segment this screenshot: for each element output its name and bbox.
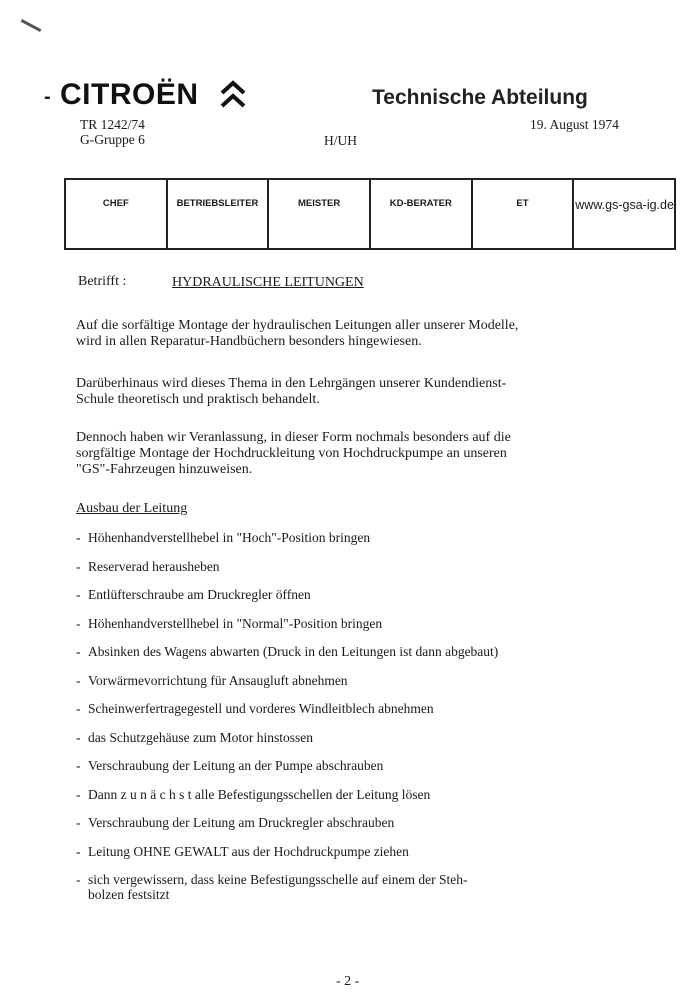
list-item: - Absinken des Wagens abwarten (Druck in den Leitungen ist dann abgebaut) <box>76 644 499 659</box>
paragraph-line: Schule theoretisch und praktisch behandelt. <box>76 392 320 407</box>
list-item: - Entlüfterschraube am Druckregler öffnen <box>76 587 311 602</box>
initials: H/UH <box>324 133 357 148</box>
list-item: - Verschraubung der Leitung am Druckregler abschrauben <box>76 815 395 830</box>
list-item: - Scheinwerfertragegestell und vorderes Windleitblech abnehmen <box>76 701 434 716</box>
document-reference: TR 1242/74 <box>80 117 145 132</box>
removal-steps-list <box>76 530 686 902</box>
paragraph-line: Auf die sorfältige Montage der hydraulischen Leitungen aller unserer Modelle, <box>76 318 519 333</box>
scan-mark <box>21 19 42 32</box>
document-date: 19. August 1974 <box>530 117 619 132</box>
distribution-cell-meister: MEISTER <box>268 179 370 249</box>
citroen-logo: CITROËN <box>60 78 199 111</box>
list-item: - Dann z u n ä c h s t alle Befestigungsschellen der Leitung lösen <box>76 786 431 802</box>
website-url: www.gs-gsa-ig.de <box>573 179 675 249</box>
paragraph-3 <box>76 430 511 478</box>
distribution-cell-betriebsleiter: BETRIEBSLEITER <box>167 179 269 249</box>
paragraph-line: sorgfältige Montage der Hochdruckleitung von Hochdruckpumpe an unseren <box>76 446 507 461</box>
department-title: Technische Abteilung <box>372 86 588 109</box>
group-reference: G-Gruppe 6 <box>80 132 145 147</box>
citroen-chevron-icon <box>220 80 246 110</box>
list-item: - Höhenhandverstellhebel in "Normal"-Position bringen <box>76 615 383 631</box>
page-number: - 2 - <box>336 974 360 989</box>
list-item: - sich vergewissern, dass keine Befestigungsschelle auf einem der Steh- bolzen festsitzt <box>76 872 468 902</box>
list-item: - das Schutzgehäuse zum Motor hinstossen <box>76 729 313 745</box>
paragraph-1 <box>76 318 518 350</box>
paragraph-line: Dennoch haben wir Veranlassung, in dieser Form nochmals besonders auf die <box>76 430 511 445</box>
list-item: - Vorwärmevorrichtung für Ansaugluft abnehmen <box>76 672 348 688</box>
list-item: - Höhenhandverstellhebel in "Hoch"-Position bringen <box>76 530 371 545</box>
logo-dash: - <box>44 86 51 108</box>
distribution-cell-kd-berater: KD-BERATER <box>370 179 472 249</box>
paragraph-line: wird in allen Reparatur-Handbüchern besonders hingewiesen. <box>76 334 422 349</box>
list-item: - Leitung OHNE GEWALT aus der Hochdruckpumpe ziehen <box>76 843 409 859</box>
distribution-cell-et: ET <box>472 179 574 249</box>
paragraph-2 <box>76 376 506 408</box>
list-item: - Reserverad herausheben <box>76 558 220 574</box>
subject-label: Betrifft : <box>78 274 127 289</box>
section-title: Ausbau der Leitung <box>76 501 188 516</box>
paragraph-line: "GS"-Fahrzeugen hinzuweisen. <box>76 462 253 477</box>
distribution-table <box>64 178 676 250</box>
list-item: - Verschraubung der Leitung an der Pumpe abschrauben <box>76 758 384 773</box>
distribution-cell-chef: CHEF <box>65 179 167 249</box>
paragraph-line: Darüberhinaus wird dieses Thema in den Lehrgängen unserer Kundendienst- <box>76 376 507 391</box>
subject-title: HYDRAULISCHE LEITUNGEN <box>172 275 364 290</box>
